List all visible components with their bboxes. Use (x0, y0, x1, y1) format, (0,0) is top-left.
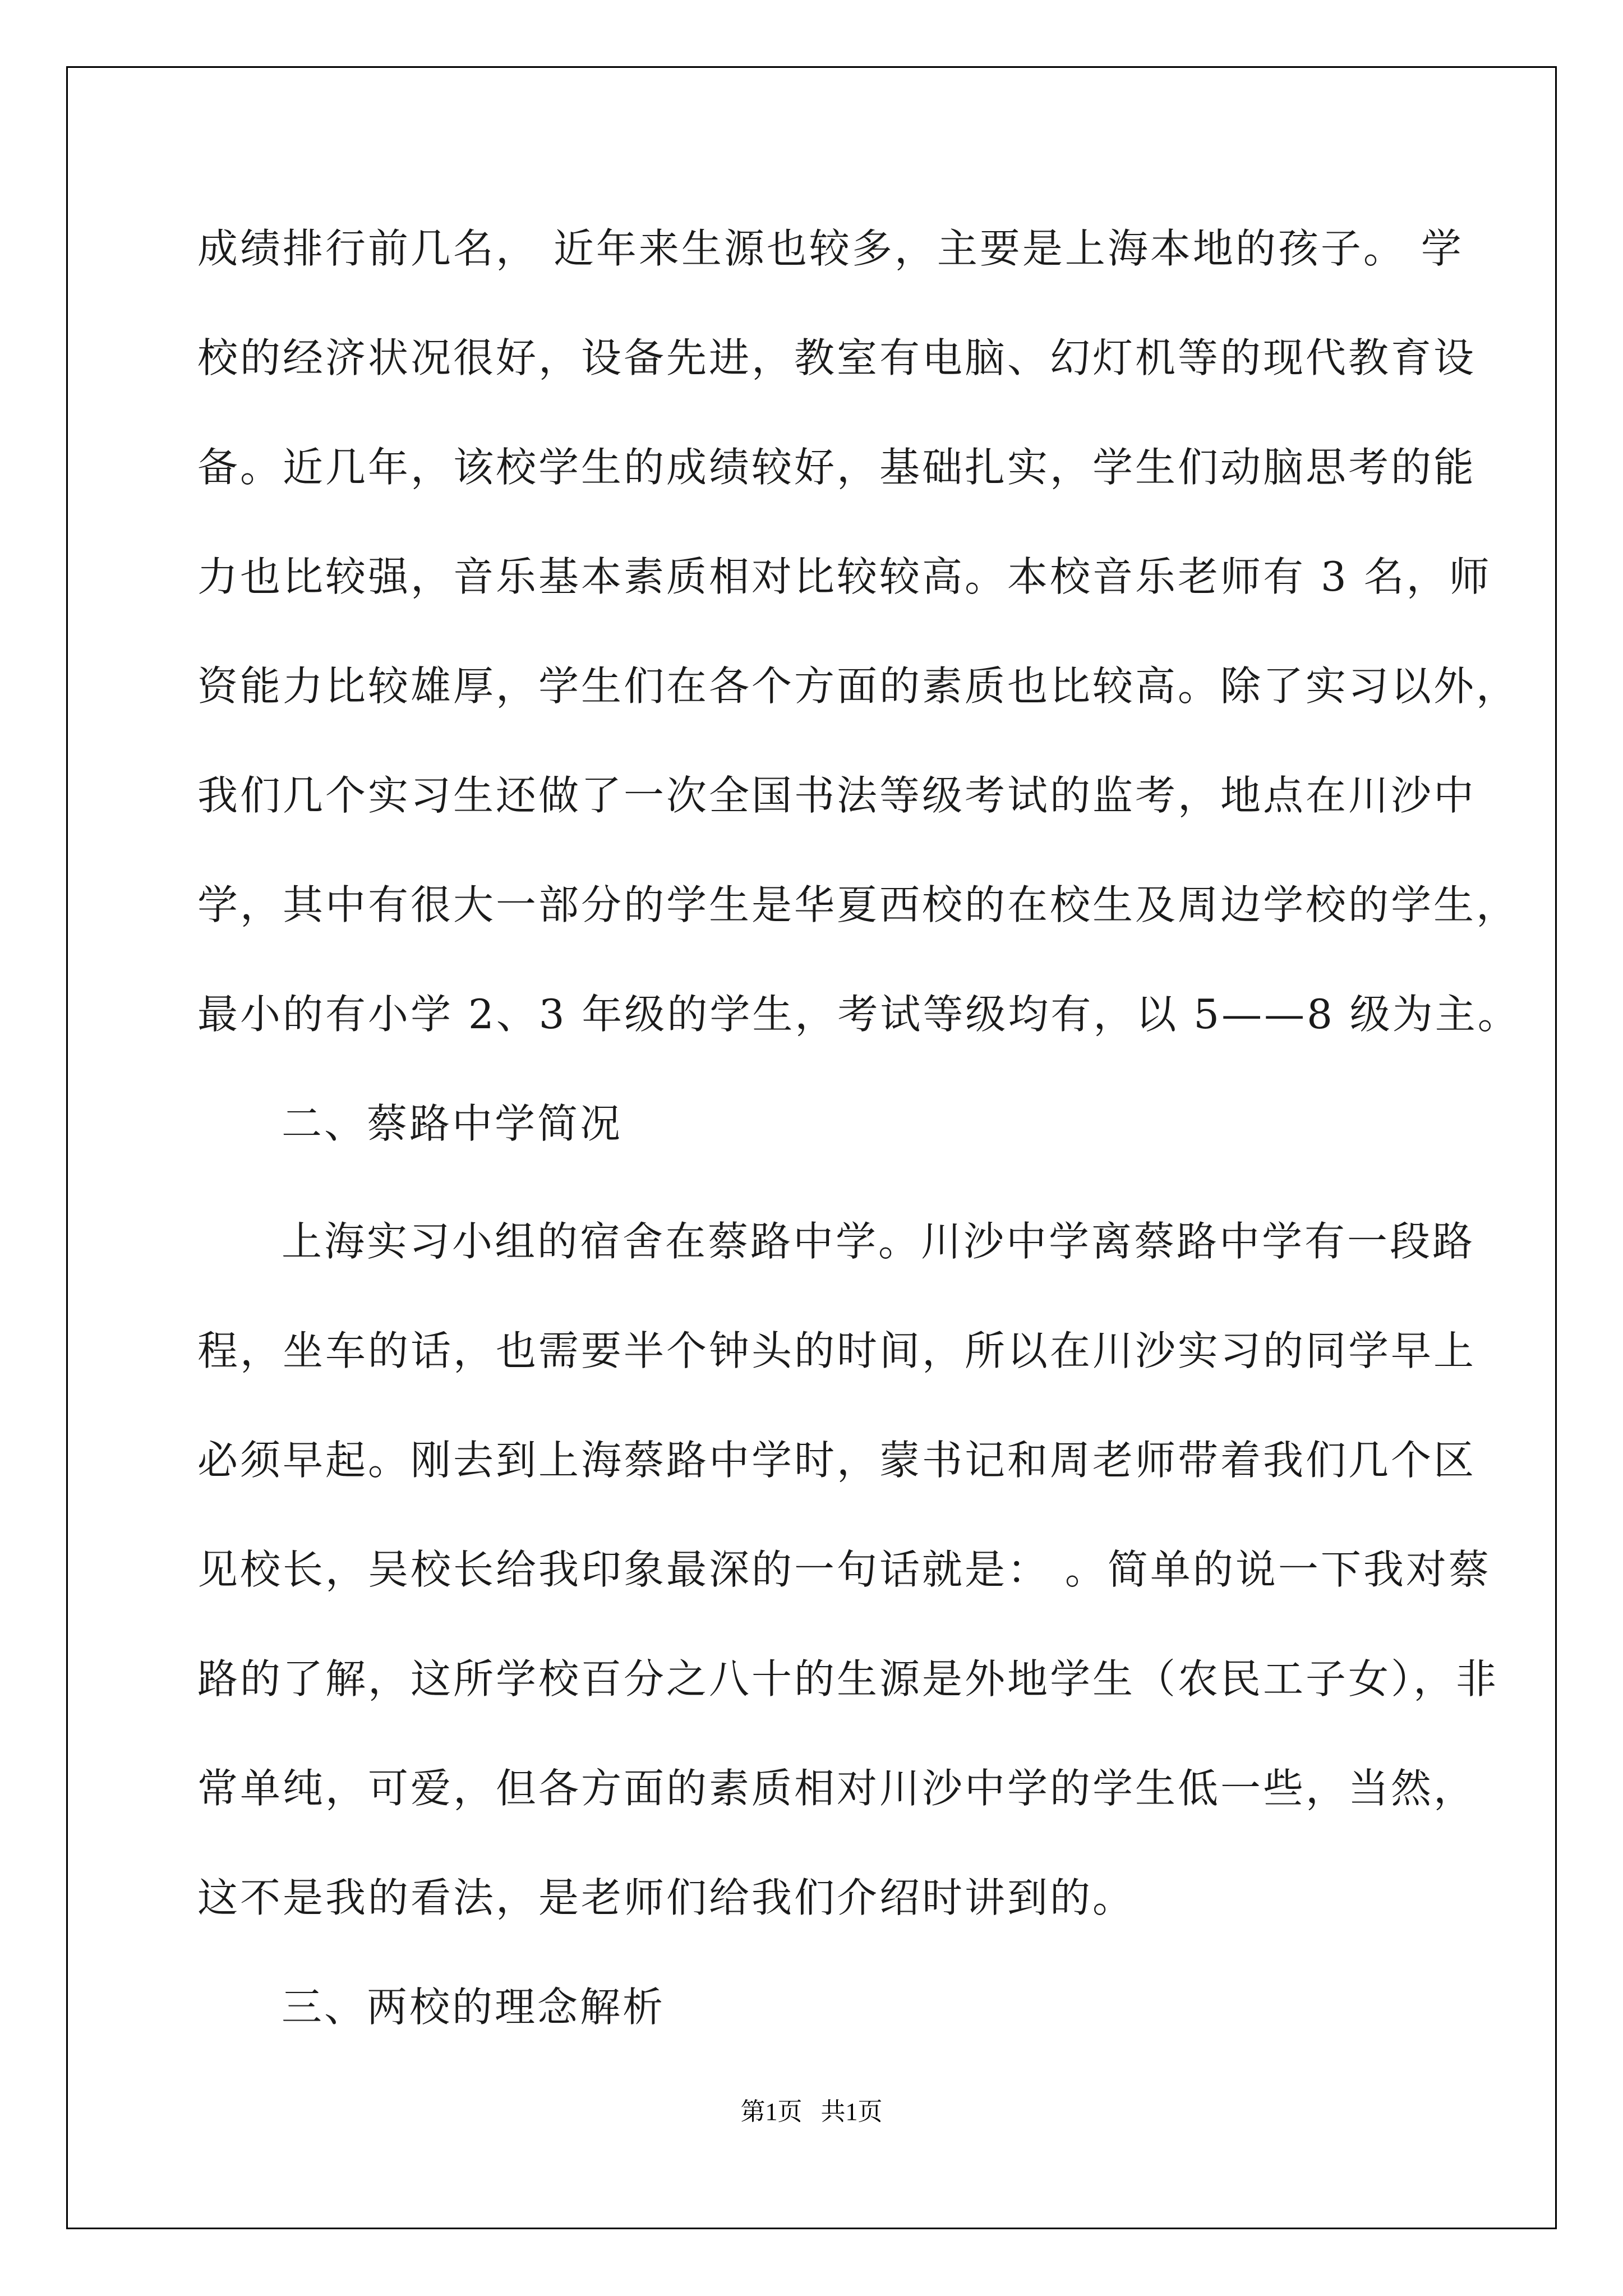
section-heading: 二、蔡路中学简况 (282, 1100, 623, 1147)
text-line: 必须早起。刚去到上海蔡路中学时，蒙书记和周老师带着我们几个区 (197, 1437, 1477, 1484)
text-line: 成绩排行前几名， 近年来生源也较多，主要是上海本地的孩子。 学 (197, 225, 1464, 272)
paragraph-cailu-overview (197, 1208, 1499, 1973)
text-line: 最小的有小学 2、3 年级的学生，考试等级均有，以 5——8 级为主。 (197, 991, 1520, 1038)
text-line: 力也比较强，音乐基本素质相对比较较高。本校音乐老师有 3 名，师 (197, 553, 1492, 600)
document-body (197, 215, 1520, 2091)
text-line: 上海实习小组的宿舍在蔡路中学。川沙中学离蔡路中学有一段路 (282, 1218, 1476, 1265)
text-line: 资能力比较雄厚，学生们在各个方面的素质也比较高。除了实习以外， (197, 662, 1519, 710)
text-line: 备。近几年，该校学生的成绩较好，基础扎实，学生们动脑思考的能 (197, 444, 1477, 491)
text-line: 我们几个实习生还做了一次全国书法等级考试的监考，地点在川沙中 (197, 772, 1477, 819)
text-line: 路的了解，这所学校百分之八十的生源是外地学生（农民工子女），非 (197, 1655, 1499, 1703)
section-heading: 三、两校的理念解析 (282, 1984, 666, 2031)
text-line: 这不是我的看法，是老师们给我们介绍时讲到的。 (197, 1874, 1136, 1921)
text-line: 学，其中有很大一部分的学生是华夏西校的在校生及周边学校的学生， (197, 881, 1519, 928)
paragraph-school-intro (197, 215, 1520, 1090)
text-line: 见校长，吴校长给我印象最深的一句话就是： 。简单的说一下我对蔡 (197, 1546, 1491, 1593)
page-footer: 第1页 共1页 (740, 2098, 883, 2125)
text-line: 校的经济状况很好，设备先进，教室有电脑、幻灯机等的现代教育设 (197, 334, 1477, 381)
text-line: 常单纯，可爱，但各方面的素质相对川沙中学的学生低一些，当然， (197, 1765, 1477, 1812)
text-line: 程，坐车的话，也需要半个钟头的时间，所以在川沙实习的同学早上 (197, 1327, 1477, 1374)
